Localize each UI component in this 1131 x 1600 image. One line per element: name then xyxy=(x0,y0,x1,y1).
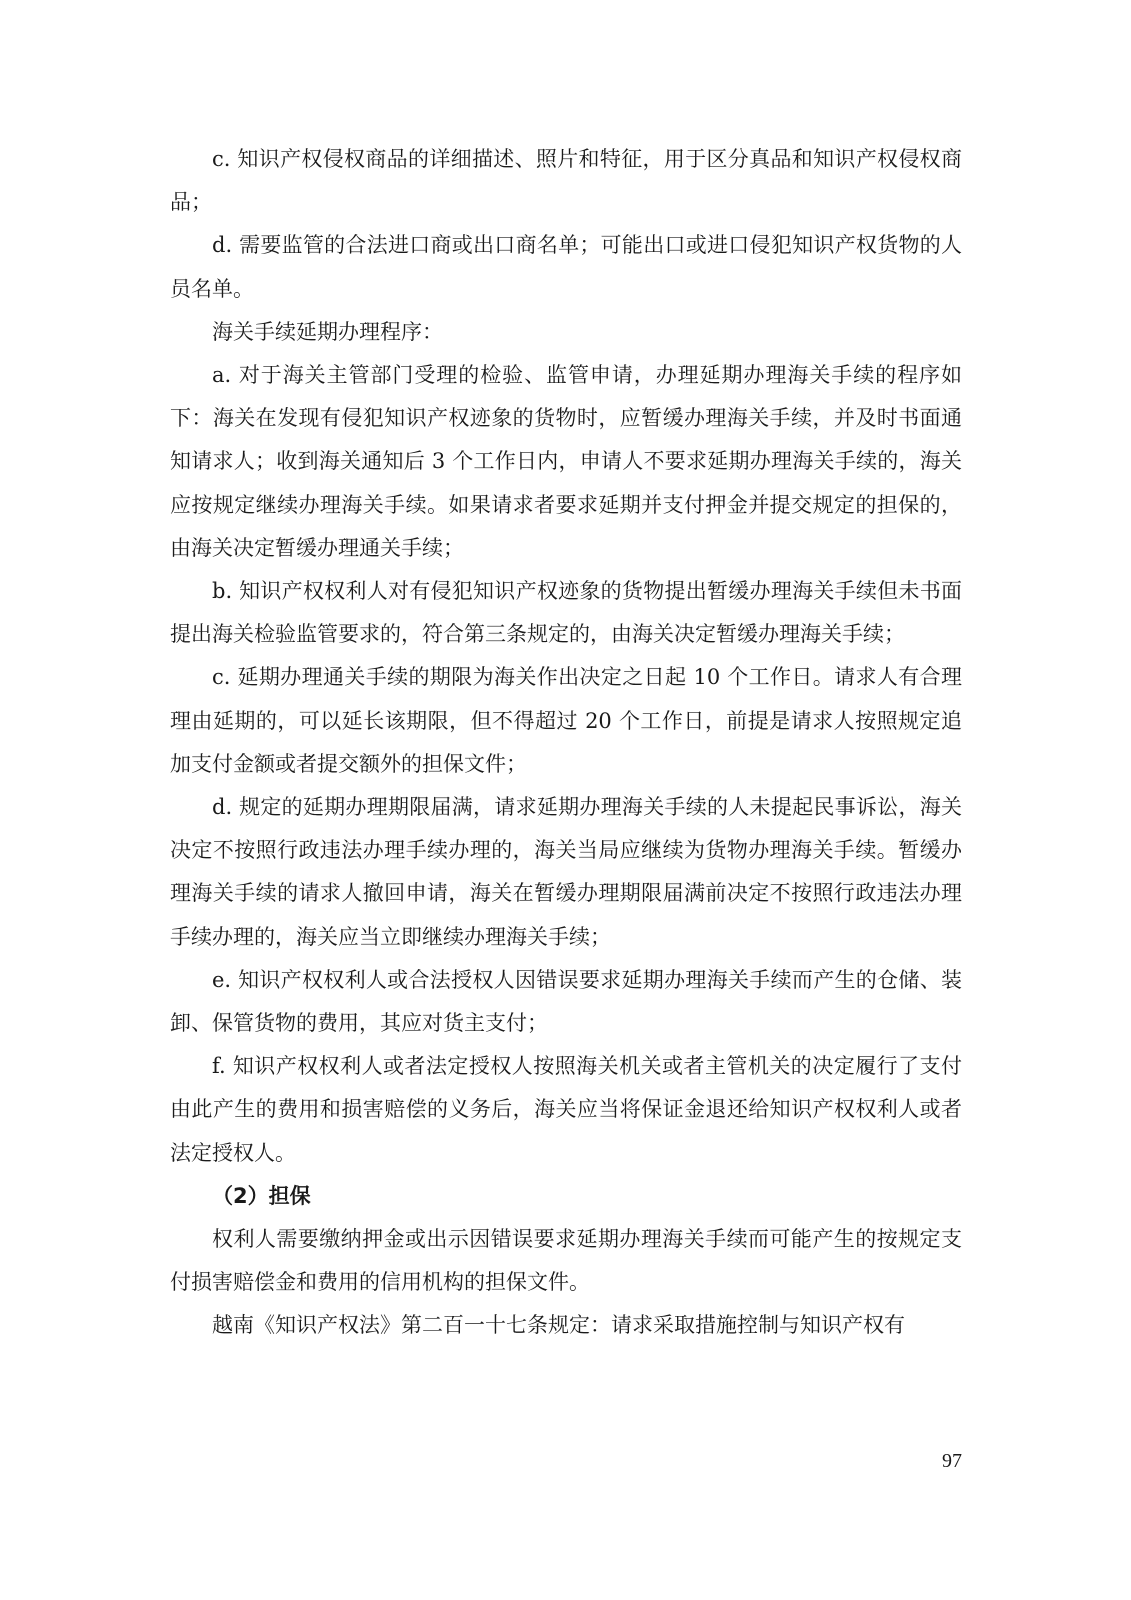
paragraph-procedure-b: b. 知识产权权利人对有侵犯知识产权迹象的货物提出暂缓办理海关手续但未书面提出海关检验监管要求的，符合第三条规定的，由海关决定暂缓办理海关手续； xyxy=(170,579,962,647)
paragraph-procedure-d: d. 规定的延期办理期限届满，请求延期办理海关手续的人未提起民事诉讼，海关决定不按照行政违法办理手续办理的，海关当局应继续为货物办理海关手续。暂缓办理海关手续的请求人撤回申请，海关在暂缓办理期限届满前决定不按照行政违法办理手续办理的，海关应当立即继续办理海关手续； xyxy=(170,795,962,949)
page-number: 97 xyxy=(942,1450,962,1472)
paragraph-procedure-a: a. 对于海关主管部门受理的检验、监管申请，办理延期办理海关手续的程序如下：海关在发现有侵犯知识产权迹象的货物时，应暂缓办理海关手续，并及时书面通知请求人；收到海关通知后 3 个工作日内，申请人不要求延期办理海关手续的，海关应按规定继续办理海关手续。如果请求者要求延期并支付押金并提交规定的担保的，由海关决定暂缓办理通关手续； xyxy=(170,363,962,560)
paragraph-item-d-importer-list: d. 需要监管的合法进口商或出口商名单；可能出口或进口侵犯知识产权货物的人员名单。 xyxy=(170,233,962,301)
paragraph-item-c-description: c. 知识产权侵权商品的详细描述、照片和特征，用于区分真品和知识产权侵权商品； xyxy=(170,147,962,215)
page-body xyxy=(170,138,962,1348)
paragraph-procedure-f: f. 知识产权权利人或者法定授权人按照海关机关或者主管机关的决定履行了支付由此产生的费用和损害赔偿的义务后，海关应当将保证金退还给知识产权权利人或者法定授权人。 xyxy=(170,1054,962,1165)
paragraph-guarantee-body: 权利人需要缴纳押金或出示因错误要求延期办理海关手续而可能产生的按规定支付损害赔偿金和费用的信用机构的担保文件。 xyxy=(170,1227,962,1295)
paragraph-vietnam-law: 越南《知识产权法》第二百一十七条规定：请求采取措施控制与知识产权有 xyxy=(212,1313,905,1338)
paragraph-procedure-e: e. 知识产权权利人或合法授权人因错误要求延期办理海关手续而产生的仓储、装卸、保管货物的费用，其应对货主支付； xyxy=(170,967,962,1036)
section-heading-guarantee: （2）担保 xyxy=(212,1183,311,1208)
paragraph-procedure-title: 海关手续延期办理程序： xyxy=(212,319,443,344)
paragraph-procedure-c: c. 延期办理通关手续的期限为海关作出决定之日起 10 个工作日。请求人有合理理由延期的，可以延长该期限，但不得超过 20 个工作日，前提是请求人按照规定追加支付金额或者提交额外的担保文件； xyxy=(170,665,962,776)
